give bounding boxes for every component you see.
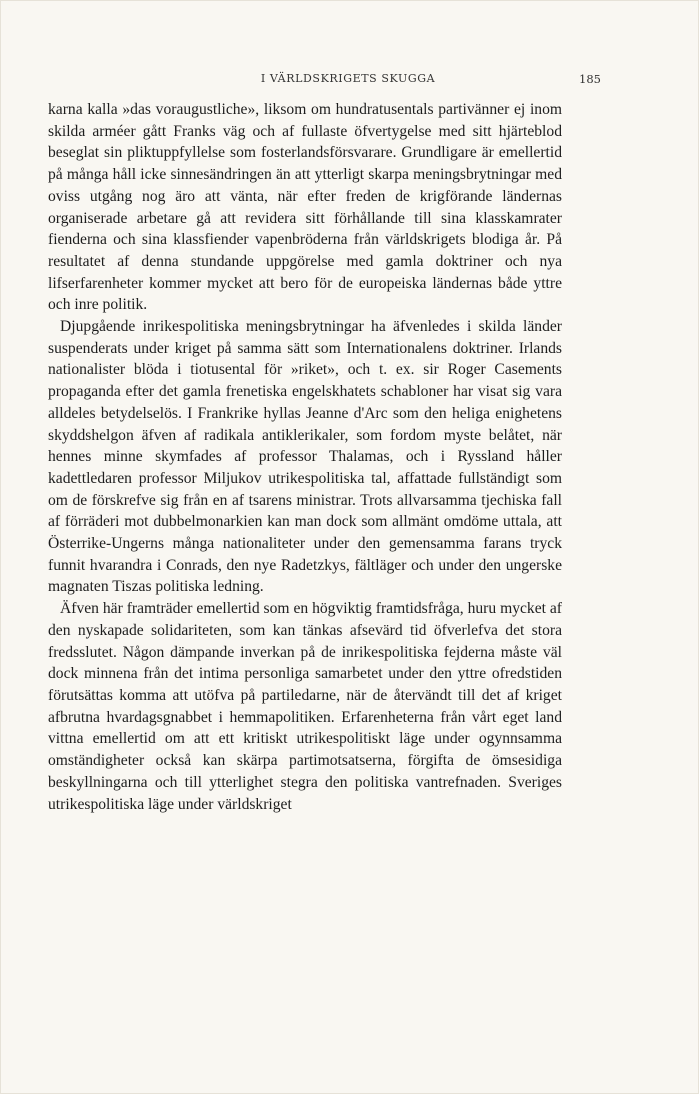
paragraph-continued: karna kalla »das voraugustliche», liksom om hundratusentals partivänner ej inom skilda arméer gått Franks väg och af fullaste öfvertygelse med sitt hjärteblod beseglat sin pliktuppfyllelse som fosterlandsförsvarare. Grundligare är emellertid på många håll icke sinnesändringen än att ytterligt skarpa meningsbrytningar med oviss utgång nog äro att vänta, när efter freden de krigförande ländernas organiserade arbetare gå att revidera sitt förhållande till sina klasskamrater fienderna och sina klassfiender vapenbröderna från världskrigets blodiga år. På resultatet af denna stundande uppgörelse med gamla doktriner och nya lifserfarenheter kommer mycket att bero för de europeiska ländernas både yttre och inre politik. (48, 101, 562, 314)
paragraph: Djupgående inrikespolitiska meningsbrytningar ha äfvenledes i skilda länder suspenderats under kriget på samma sätt som Internationalens doktriner. Irlands nationalister blöda i tiotusental för »riket», och t. ex. sir Roger Casements propaganda efter det gamla frenetiska engelskhatets schabloner har visat sig vara alldeles betydelselös. I Frankrike hyllas Jeanne d'Arc som den heliga enighetens skyddshelgon äfven af radikala antiklerikaler, som fordom myste belåtet, när hennes minne skymfades af professor Thalamas, och i Ryssland håller kadettledaren professor Miljukov utrikespolitiska tal, affattade fullständigt som om de förskrefve sig från en af tsarens ministrar. Trots allvarsamma tjechiska fall af förräderi mot dubbelmonarkien kan man dock som allmänt omdöme uttala, att Österrike-Ungerns många nationaliteter under den gemensamma farans tryck funnit hvarandra i Conrads, den nye Radetzkys, fältläger och under den ungerske magnaten Tiszas politiska ledning. (48, 318, 562, 596)
page-number: 185 (579, 72, 601, 86)
running-head (48, 72, 648, 92)
paragraph: Äfven här framträder emellertid som en högviktig framtidsfråga, huru mycket af den nyskapade solidariteten, som kan tänkas afsevärd tid öfverlefva det stora fredsslutet. Någon dämpande inverkan på de inrikespolitiska fejderna måste väl dock minnena från det intima personliga samarbetet under den yttre ofredstiden förutsättas komma att utöfva på partiledarne, när de återvändt till det af kriget afbrutna hvardagsgnabbet i hemmapolitiken. Erfarenheterna från vårt eget land vittna emellertid om att ett kritiskt utrikespolitiskt läge under ogynnsamma omständigheter också kan skärpa partimotsatserna, förgifta de ömsesidiga beskyllningarna och till ytterlighet stegra den politiska vantrefnaden. Sveriges utrikespolitiska läge under världskriget (48, 600, 562, 813)
body-text (48, 99, 562, 815)
running-title: I VÄRLDSKRIGETS SKUGGA (260, 72, 436, 85)
